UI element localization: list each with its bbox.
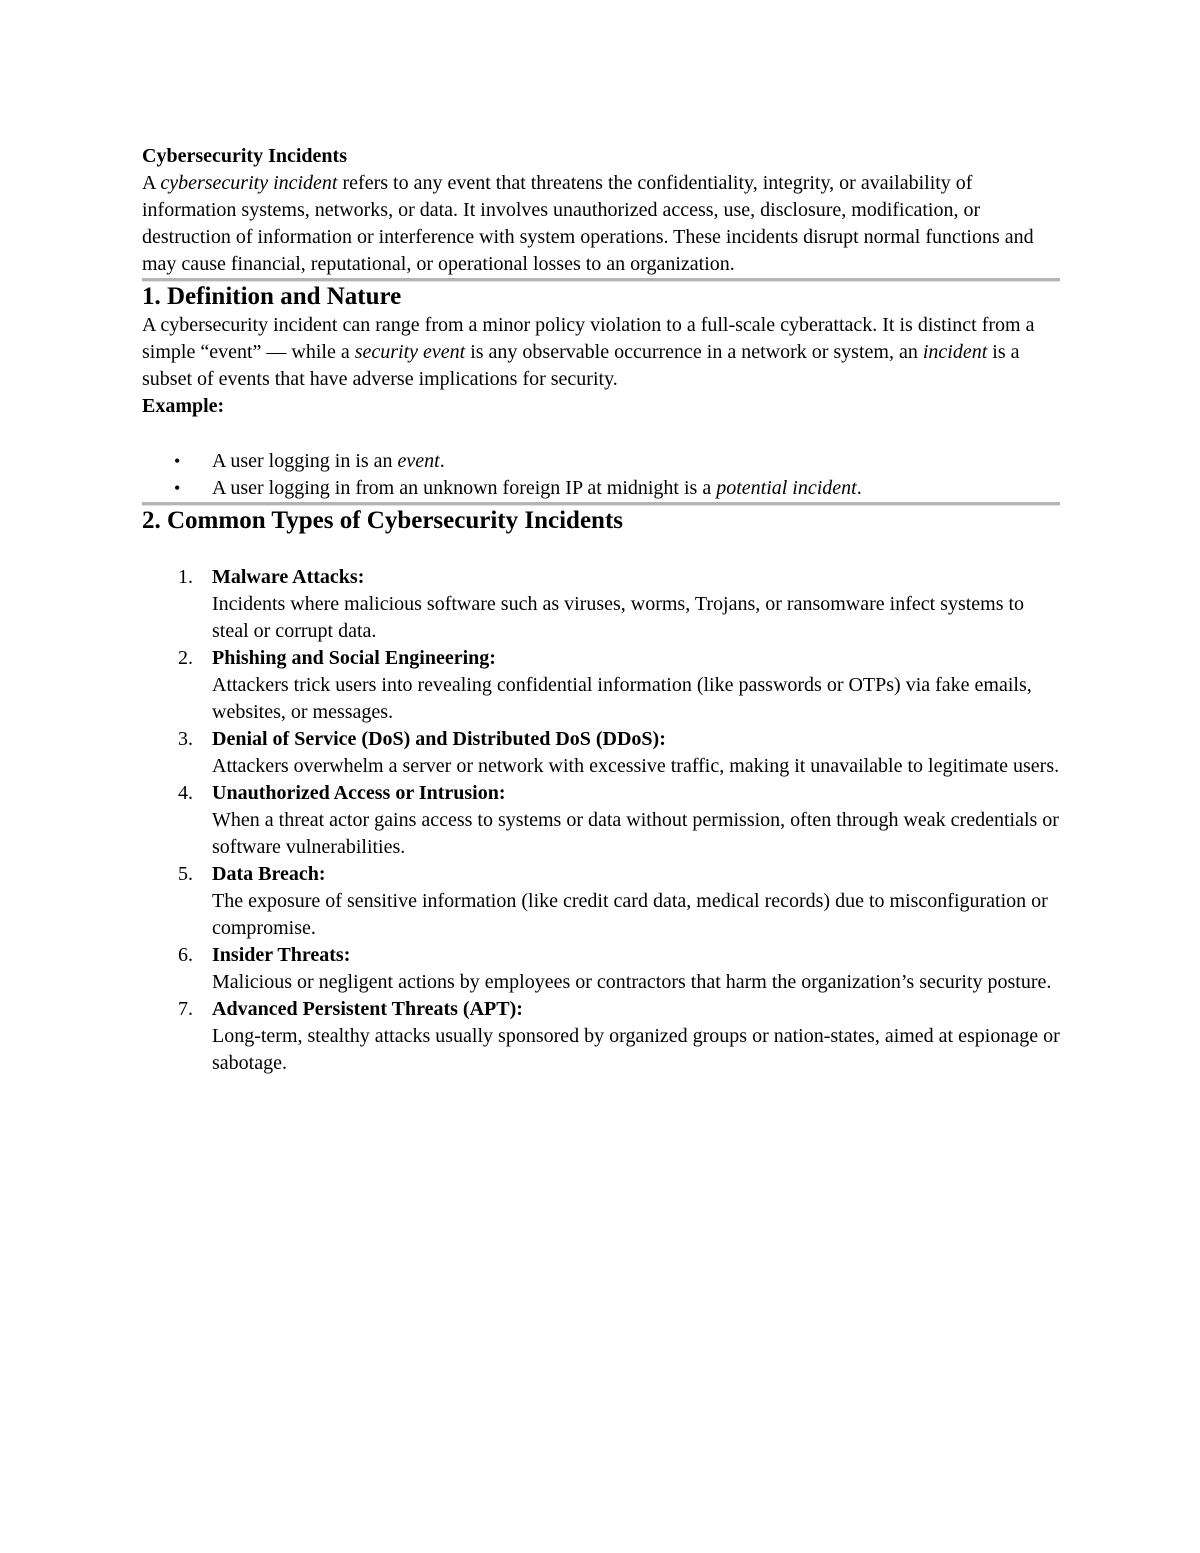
list-item xyxy=(142,448,1060,475)
list-item xyxy=(142,645,1060,726)
item-description: Incidents where malicious software such as viruses, worms, Trojans, or ransomware infect systems to steal or corrupt data. xyxy=(212,593,1025,642)
item-title: Unauthorized Access or Intrusion: xyxy=(212,782,506,804)
intro-text-rest: refers to any event that threatens the confidentiality, integrity, or availability of information systems, networks, or data. It involves unauthorized access, use, disclosure, modification, or destruction of information or interference with system operations. These incidents disrupt normal functions and may cause financial, reputational, or operational losses to an organization. xyxy=(142,172,1034,275)
list-item xyxy=(142,726,1060,780)
item-description: Malicious or negligent actions by employees or contractors that harm the organization’s security posture. xyxy=(212,971,1052,993)
item-title: Denial of Service (DoS) and Distributed DoS (DDoS): xyxy=(212,728,666,750)
bullet-icon: • xyxy=(174,451,181,471)
list-item xyxy=(142,996,1060,1077)
section-heading-definition: 1. Definition and Nature xyxy=(142,283,402,310)
list-item xyxy=(142,564,1060,645)
item-number: 4. xyxy=(178,782,193,804)
incident-types-list xyxy=(142,564,1060,1077)
item-description: Long-term, stealthy attacks usually sponsored by organized groups or nation-states, aimed at espionage or sabotage. xyxy=(212,1025,1060,1074)
example-end: . xyxy=(439,450,445,472)
item-title: Advanced Persistent Threats (APT): xyxy=(212,998,523,1020)
definition-italic-incident: incident xyxy=(922,341,988,363)
item-title: Data Breach: xyxy=(212,863,326,885)
item-title: Phishing and Social Engineering: xyxy=(212,647,496,669)
item-title: Insider Threats: xyxy=(212,944,351,966)
item-number: 3. xyxy=(178,728,193,750)
list-item xyxy=(142,780,1060,861)
definition-text-3: is a subset of events that have adverse implications for security. xyxy=(142,341,1020,390)
definition-text-1: A cybersecurity incident can range from a minor policy violation to a full-scale cyberattack. It is distinct from a simple “event” — while a xyxy=(142,314,1035,363)
item-number: 1. xyxy=(178,566,193,588)
item-number: 7. xyxy=(178,998,193,1020)
example-italic: event xyxy=(397,450,440,472)
item-description: Attackers trick users into revealing confidential information (like passwords or OTPs) via fake emails, websites, or messages. xyxy=(212,674,1032,723)
bullet-icon: • xyxy=(174,478,181,498)
item-number: 2. xyxy=(178,647,193,669)
document-page xyxy=(142,140,1060,1077)
intro-paragraph xyxy=(142,170,1060,278)
list-item xyxy=(142,942,1060,996)
example-text: A user logging in from an unknown foreign IP at midnight is a xyxy=(212,477,717,499)
definition-text-2: is any observable occurrence in a network or system, an xyxy=(465,341,923,363)
intro-italic-term: cybersecurity incident xyxy=(160,172,338,194)
definition-paragraph xyxy=(142,312,1060,393)
example-list xyxy=(142,448,1060,502)
item-number: 5. xyxy=(178,863,193,885)
example-italic: potential incident xyxy=(716,477,857,499)
document-title: Cybersecurity Incidents xyxy=(142,145,347,167)
section-heading-types: 2. Common Types of Cybersecurity Incidents xyxy=(142,507,624,534)
item-number: 6. xyxy=(178,944,193,966)
item-title: Malware Attacks: xyxy=(212,566,365,588)
intro-text-start: A xyxy=(142,172,161,194)
item-description: The exposure of sensitive information (like credit card data, medical records) due to misconfiguration or compromise. xyxy=(212,890,1048,939)
list-item xyxy=(142,861,1060,942)
example-end: . xyxy=(856,477,862,499)
item-description: Attackers overwhelm a server or network with excessive traffic, making it unavailable to legitimate users. xyxy=(212,755,1060,777)
example-label: Example: xyxy=(142,395,225,417)
definition-italic-security-event: security event xyxy=(354,341,466,363)
item-description: When a threat actor gains access to systems or data without permission, often through weak credentials or software vulnerabilities. xyxy=(212,809,1059,858)
example-text: A user logging in is an xyxy=(212,450,398,472)
list-item xyxy=(142,475,1060,502)
